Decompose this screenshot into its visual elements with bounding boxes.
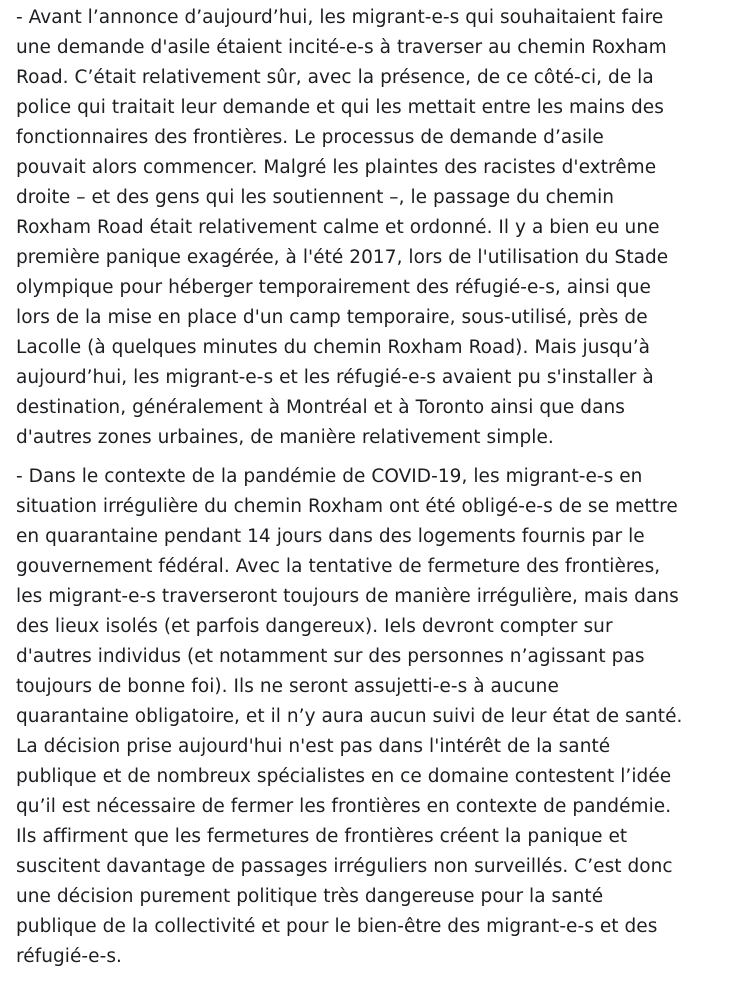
post-paragraph (16, 3, 734, 453)
paragraph-line: gouvernement fédéral. Avec la tentative de fermeture des frontières, (16, 556, 661, 577)
paragraph-line: destination, généralement à Montréal et à Toronto ainsi que dans (16, 397, 625, 418)
paragraph-line: situation irrégulière du chemin Roxham ont été obligé-e-s de se mettre (16, 496, 678, 517)
paragraph-line: lors de la mise en place d'un camp temporaire, sous-utilisé, près de (16, 307, 648, 328)
paragraph-line: première panique exagérée, à l'été 2017, lors de l'utilisation du Stade (16, 247, 669, 268)
paragraph-line: Ils affirment que les fermetures de frontières créent la panique et (16, 826, 628, 847)
paragraph-line: - Avant l’annonce d’aujourd’hui, les migrant-e-s qui souhaitaient faire (16, 7, 664, 28)
paragraph-line: d'autres individus (et notamment sur des personnes n’agissant pas (16, 646, 645, 667)
paragraph-line: une décision purement politique très dangereuse pour la santé (16, 886, 604, 907)
paragraph-line: Road. C’était relativement sûr, avec la présence, de ce côté-ci, de la (16, 67, 654, 88)
paragraph-line: Lacolle (à quelques minutes du chemin Roxham Road). Mais jusqu’à (16, 337, 651, 358)
paragraph-line: olympique pour héberger temporairement des réfugié-e-s, ainsi que (16, 277, 651, 298)
paragraph-line: pouvait alors commencer. Malgré les plaintes des racistes d'extrême (16, 157, 657, 178)
paragraph-line: suscitent davantage de passages irréguliers non surveillés. C’est donc (16, 856, 673, 877)
paragraph-line: Roxham Road était relativement calme et ordonné. Il y a bien eu une (16, 217, 660, 238)
paragraph-line: une demande d'asile étaient incité-e-s à traverser au chemin Roxham (16, 37, 667, 58)
paragraph-line: les migrant-e-s traverseront toujours de manière irrégulière, mais dans (16, 586, 679, 607)
paragraph-line: - Dans le contexte de la pandémie de COVID-19, les migrant-e-s en (16, 466, 643, 487)
paragraph-line: publique de la collectivité et pour le bien-être des migrant-e-s et des (16, 916, 658, 937)
paragraph-line: des lieux isolés (et parfois dangereux). Iels devront compter sur (16, 616, 613, 637)
paragraph-line: réfugié-e-s. (16, 946, 122, 967)
paragraph-line: aujourd’hui, les migrant-e-s et les réfugié-e-s avaient pu s'installer à (16, 367, 654, 388)
paragraph-line: fonctionnaires des frontières. Le processus de demande d’asile (16, 127, 604, 148)
paragraph-line: police qui traitait leur demande et qui les mettait entre les mains des (16, 97, 664, 118)
paragraph-line: publique et de nombreux spécialistes en ce domaine contestent l’idée (16, 766, 672, 787)
paragraph-line: quarantaine obligatoire, et il n’y aura aucun suivi de leur état de santé. (16, 706, 683, 727)
paragraph-line: toujours de bonne foi). Ils ne seront assujetti-e-s à aucune (16, 676, 559, 697)
paragraph-line: qu’il est nécessaire de fermer les frontières en contexte de pandémie. (16, 796, 672, 817)
paragraph-line: droite – et des gens qui les soutiennent –, le passage du chemin (16, 187, 615, 208)
paragraph-line: en quarantaine pendant 14 jours dans des logements fournis par le (16, 526, 645, 547)
post-paragraph (16, 462, 734, 972)
paragraph-line: d'autres zones urbaines, de manière relativement simple. (16, 427, 554, 448)
paragraph-line: La décision prise aujourd'hui n'est pas dans l'intérêt de la santé (16, 736, 611, 757)
